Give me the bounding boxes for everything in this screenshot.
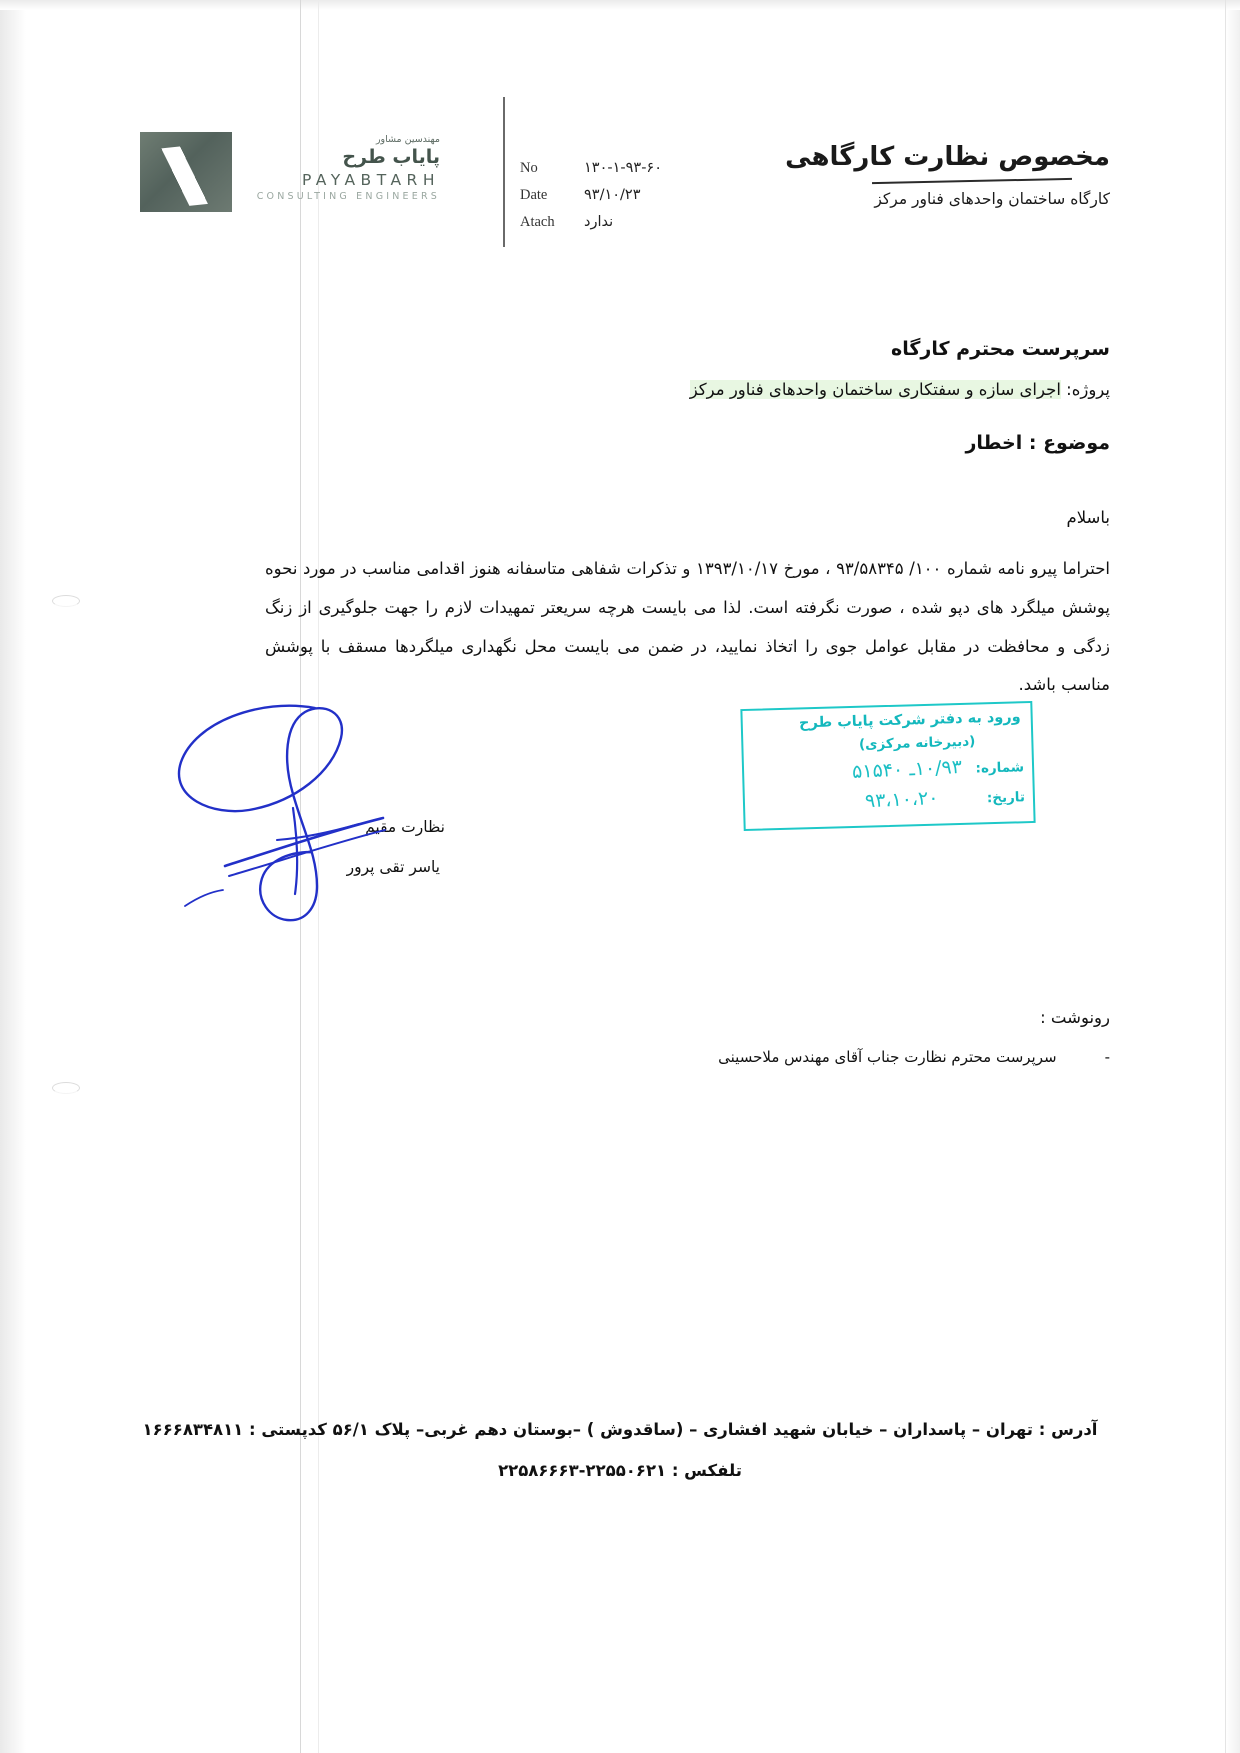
page-footer (0, 1420, 1240, 1480)
company-logo (140, 130, 440, 240)
cc-item-text: سرپرست محترم نظارت جناب آقای مهندس ملاحسینی (718, 1048, 1057, 1066)
cc-list-item (718, 1048, 1110, 1066)
stamp-number-label: شماره: (975, 759, 1025, 777)
signature-role: نظارت مقیم (365, 818, 445, 836)
logo-name-fa: پایاب طرح (342, 146, 440, 168)
letterhead-title-sub: کارگاه ساختمان واحدهای فناور مرکز (874, 190, 1110, 208)
meta-value-no: ۱۳۰-۱-۹۳-۶۰ (584, 160, 663, 176)
stamp-subtitle: (دبیرخانه مرکزی) (858, 733, 976, 753)
hole-punch-mark (52, 1082, 80, 1094)
meta-value-date: ۹۳/۱۰/۲۳ (584, 187, 641, 203)
subject-value: اخطار (965, 432, 1023, 454)
addressee: سرپرست محترم کارگاه (891, 338, 1110, 360)
scan-edge-left (0, 0, 26, 1753)
stamp-title: ورود به دفتر شرکت پایاب طرح (798, 709, 1021, 732)
meta-label-no: No (520, 160, 538, 176)
project-label: پروژه: (1066, 380, 1110, 399)
cc-title: رونوشت : (1040, 1008, 1110, 1027)
letterhead-title (640, 142, 1110, 208)
footer-telephone: تلفکس : ۲۲۵۵۰۶۲۱-۲۲۵۸۶۶۶۳ (498, 1461, 742, 1480)
footer-address: آدرس : تهران – پاسداران – خیابان شهید افشاری – (ساقدوش ) –بوستان دهم غربی– پلاک ۵۶/۱ کدپستی : ۱۶۶۶۸۳۴۸۱۱ (142, 1420, 1098, 1439)
scan-edge-right (1226, 0, 1240, 1753)
logo-subtitle-fa: مهندسین مشاور (375, 134, 440, 145)
stamp-number-value: ۱۰/۹۳ـ ۵۱۵۴۰ (851, 755, 963, 783)
scan-streak (318, 0, 319, 1753)
cc-dash: - (1104, 1048, 1110, 1066)
signature-name: یاسر تقی پرور (346, 858, 440, 876)
salutation: باسلام (1066, 508, 1110, 527)
logo-mark-icon (140, 132, 232, 212)
registration-stamp (740, 701, 1035, 831)
meta-label-date: Date (520, 187, 548, 203)
subject-line (965, 432, 1110, 454)
meta-value-atach: ندارد (584, 214, 614, 230)
subject-label: موضوع : (1028, 432, 1110, 454)
hole-punch-mark (52, 595, 80, 607)
stamp-date-value: ۹۳،۱۰،۲۰ (863, 786, 939, 813)
meta-row-atach (520, 214, 720, 241)
scan-streak (1225, 0, 1226, 1753)
letter-body: احتراما پیرو نامه شماره ۱۰۰/ ۹۳/۵۸۳۴۵ ، مورخ ۱۳۹۳/۱۰/۱۷ و تذکرات شفاهی متاسفانه هنوز اقدامی مناسب در مورد نحوه پوشش میلگرد های دپو شده ، صورت نگرفته است. لذا می بایست هرچه سریعتر تمهیدات لازم را جهت جلوگیری از زنگ زدگی و محافظت در مقابل عوامل جوی را اتخاذ نمایید، در ضمن می بایست محل نگهداری میلگردها مسقف با پوشش مناسب باشد. (265, 559, 1110, 695)
logo-wordmark (250, 134, 440, 202)
project-value: اجرای سازه و سفتکاری ساختمان واحدهای فناور مرکز (689, 380, 1061, 399)
scan-streak (300, 0, 301, 1753)
handwritten-signature (165, 690, 495, 950)
stamp-date-label: تاریخ: (986, 789, 1026, 807)
letterhead-divider (503, 97, 505, 247)
logo-name-en: PAYABTARH (301, 171, 440, 189)
project-line (690, 380, 1110, 399)
letterhead-title-main: مخصوص نظارت کارگاهی (785, 142, 1110, 172)
meta-label-atach: Atach (520, 214, 555, 230)
scan-edge-top (0, 0, 1240, 10)
logo-subtitle-en: CONSULTING ENGINEERS (256, 191, 440, 202)
